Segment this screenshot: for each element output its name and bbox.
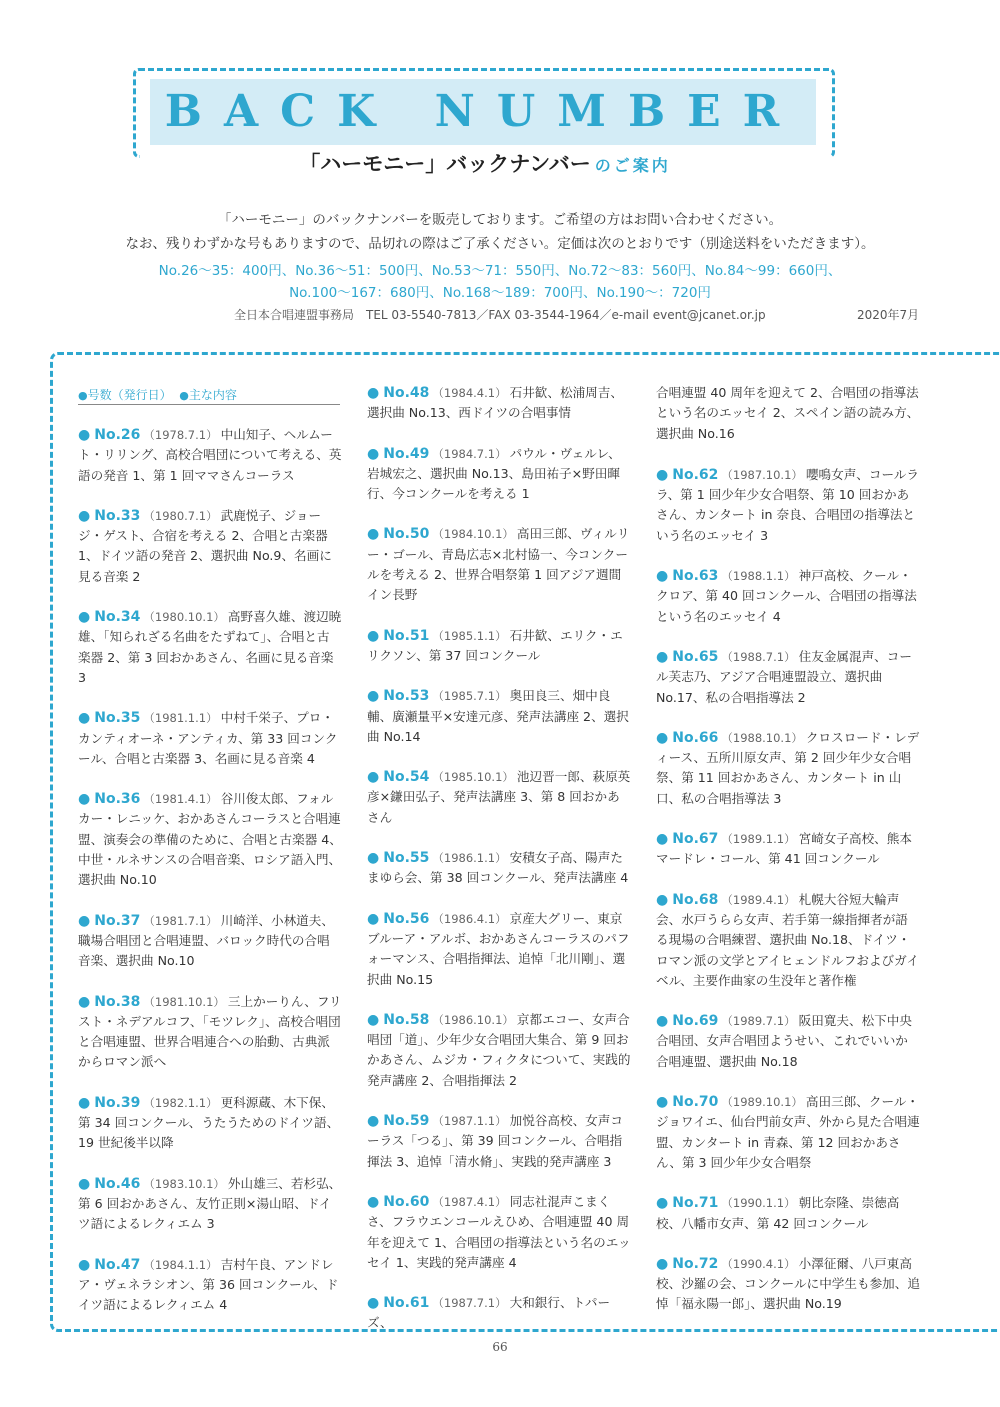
- issue-contents: 石井歓、松浦周吉、選択曲 No.13、西ドイツの合唱事情: [367, 385, 623, 421]
- issue-contents: 高野喜久雄、渡辺暁雄、「知られざる名曲をたずねて」、合唱と古楽器 2、第 3 回おかあさん、名画に見る音楽 3: [78, 609, 342, 685]
- subtitle-main: 「ハーモニー」バックナンバー: [299, 152, 591, 176]
- issue-date: （1985.10.1）: [432, 770, 514, 785]
- issue-number: No.50: [383, 526, 430, 543]
- issue-date: （1984.10.1）: [432, 527, 514, 542]
- issue-number: No.70: [672, 1094, 719, 1111]
- bullet-icon: ●: [656, 1195, 669, 1212]
- issue-date: （1980.7.1）: [143, 508, 218, 523]
- issue-entry: [367, 1192, 631, 1273]
- issue-number: No.67: [672, 831, 719, 848]
- issue-contents: 小澤征爾、八戸東高校、沙羅の会、コンクールに中学生も参加、追悼「福永陽一郎」、選択曲 No.19: [656, 1255, 920, 1312]
- issue-number: No.46: [94, 1175, 141, 1192]
- issue-entry: [78, 1255, 342, 1316]
- issue-number: No.60: [383, 1193, 430, 1210]
- issue-date: （1983.10.1）: [143, 1176, 225, 1191]
- issue-contents: 谷川俊太郎、フォルカー・レニッケ、おかあさんコーラスと合唱連盟、演奏会の準備のために、合唱と古楽器 4、中世・ルネサンスの合唱音楽、ロシア語入門、選択曲 No.10: [78, 791, 342, 888]
- issue-date: （1981.10.1）: [143, 994, 225, 1009]
- issue-entry: [78, 1093, 342, 1154]
- issue-contents: 三上かーりん、フリスト・ネデアルコフ、「モツレク」、高校合唱団と合唱連盟、世界合唱連合への胎動、古典派からロマン派へ: [78, 993, 342, 1070]
- issue-date: （1986.1.1）: [432, 851, 507, 866]
- issue-number: No.48: [383, 385, 430, 401]
- issue-contents: 宮崎女子高校、熊本マードレ・コール、第 41 回コンクール: [656, 831, 912, 867]
- issue-entry: [656, 1193, 920, 1234]
- issue-entry: [656, 1092, 920, 1173]
- bullet-icon: ●: [656, 1255, 669, 1272]
- issue-contents: 更科源蔵、木下保、第 34 回コンクール、うたうためのドイツ語、19 世紀後半以降: [78, 1094, 340, 1151]
- bullet-icon: ●: [656, 729, 669, 746]
- issue-entry: [367, 383, 631, 424]
- issue-number: No.56: [383, 910, 430, 927]
- intro-line-2: なお、残りわずかな号もありますので、品切れの際はご了承ください。定価は次のとおりです（別途送料をいただきます）。: [125, 236, 875, 252]
- bullet-icon: ●: [78, 507, 91, 524]
- issue-number: No.37: [94, 912, 141, 929]
- issue-entry: [367, 767, 631, 828]
- issue-number: No.36: [94, 791, 141, 808]
- issue-entry: [656, 566, 920, 627]
- issue-contents: 合唱連盟 40 周年を迎えて 2、合唱団の指導法という名のエッセイ 2、スペイン語の読み方、選択曲 No.16: [656, 385, 920, 441]
- price-line-2: No.100〜167：680円、No.168〜189：700円、No.190〜：720円: [289, 285, 711, 301]
- legend-content-label: 主な内容: [188, 388, 237, 402]
- issue-entry: [367, 909, 631, 990]
- issue-number: No.35: [94, 710, 141, 727]
- issue-date: （1988.10.1）: [721, 730, 803, 745]
- issue-contents: 朝比奈隆、崇徳高校、八幡市女声、第 42 回コンクール: [656, 1195, 900, 1231]
- issue-contents: 池辺晋一郎、萩原英彦×鎌田弘子、発声法講座 3、第 8 回おかあさん: [367, 769, 631, 825]
- issue-contents: 京産大グリー、東京ブルーア・アルボ、おかあさんコーラスのパフォーマンス、合唱指揮法、追悼「北川剛」、選択曲 No.15: [367, 910, 630, 987]
- bullet-icon: ●: [78, 791, 91, 808]
- issue-number: No.58: [383, 1011, 430, 1028]
- page-title: BACK NUMBER: [164, 86, 802, 137]
- issue-number: No.71: [672, 1195, 719, 1212]
- issue-contents: 川崎洋、小林道夫、職場合唱団と合唱連盟、バロック時代の合唱音楽、選択曲 No.10: [78, 912, 334, 969]
- issue-contents: 神戸高校、クール・クロア、第 40 回コンクール、合唱団の指導法という名のエッセイ 4: [656, 568, 917, 624]
- bullet-icon: ●: [78, 1094, 91, 1111]
- issue-entry: [78, 1174, 342, 1235]
- issue-entry: [367, 1293, 631, 1334]
- issue-date: （1985.1.1）: [432, 628, 507, 643]
- issue-date: （1989.4.1）: [721, 892, 796, 907]
- issue-number: No.54: [383, 769, 430, 786]
- bullet-icon: ●: [367, 850, 380, 867]
- issue-number: No.66: [672, 729, 719, 746]
- issue-entry: [367, 524, 631, 605]
- issue-date: （1988.1.1）: [721, 569, 796, 584]
- issue-entry: [78, 506, 342, 587]
- issue-entry: [367, 1010, 631, 1091]
- bullet-icon: ●: [78, 912, 91, 929]
- bullet-icon: ●: [656, 568, 669, 585]
- issue-entry: [367, 1111, 631, 1172]
- bullet-icon: ●: [367, 526, 380, 543]
- issue-number: No.63: [672, 568, 719, 585]
- issue-number: No.39: [94, 1094, 141, 1111]
- issue-entry: [656, 1254, 920, 1315]
- subtitle: [140, 148, 830, 178]
- bullet-icon: ●: [78, 1256, 91, 1273]
- legend: [78, 386, 340, 403]
- issue-entry: [78, 911, 342, 972]
- issue-contents: 嚶鳴女声、コールララ、第 1 回少年少女合唱祭、第 10 回おかあさん、カンタート in 奈良、合唱団の指導法という名のエッセイ 3: [656, 466, 919, 543]
- issue-entry: [656, 890, 920, 991]
- issue-date: （1981.7.1）: [143, 913, 218, 928]
- issue-number: No.62: [672, 466, 719, 483]
- issue-entry: [656, 829, 920, 870]
- issue-contents: 同志社混声こまくさ、フラウエンコールえひめ、合唱連盟 40 周年を迎えて 1、合唱団の指導法という名のエッセイ 1、実践的発声講座 4: [367, 1193, 631, 1270]
- issue-contents: 高田三郎、クール・ジョワイエ、仙台門前女声、外から見た合唱連盟、カンタート in 青森、第 12 回おかあさん、第 3 回少年少女合唱祭: [656, 1094, 920, 1170]
- issue-entry: [367, 444, 631, 505]
- bullet-icon: ●: [78, 609, 91, 626]
- legend-dot-icon: ●: [78, 389, 88, 402]
- issue-contents: 奥田良三、畑中良輔、廣瀬量平×安達元彦、発声法講座 2、選択曲 No.14: [367, 688, 629, 744]
- issue-date: （1989.7.1）: [721, 1014, 796, 1029]
- issue-entry: [78, 607, 342, 688]
- issue-number: No.59: [383, 1113, 430, 1130]
- issue-number: No.51: [383, 627, 430, 644]
- issue-date: 2020年7月: [857, 308, 920, 322]
- issue-date: （1990.4.1）: [721, 1256, 796, 1271]
- issue-entry: [367, 626, 631, 667]
- issue-date: （1981.1.1）: [143, 711, 218, 726]
- issue-number: No.26: [94, 427, 141, 443]
- bullet-icon: ●: [656, 648, 669, 665]
- issue-entry: [656, 383, 920, 444]
- issue-number: No.61: [383, 1295, 430, 1312]
- issue-contents: 中山知子、ヘルムート・リリング、高校合唱団について考える、英語の発音 1、第 1 回ママさんコーラス: [78, 427, 342, 483]
- issue-number: No.69: [672, 1013, 719, 1030]
- issue-number: No.55: [383, 850, 430, 867]
- page-number: 66: [492, 1340, 508, 1354]
- subtitle-accent: のご案内: [594, 156, 671, 175]
- issue-contents: クロスロード・レディース、五所川原女声、第 2 回少年少女合唱祭、第 11 回おかあさん、カンタート in 山口、私の合唱指導法 3: [656, 729, 920, 806]
- issue-contents: 吉村午良、アンドレア・ヴェネラシオン、第 36 回コンクール、ドイツ語によるレクィエム 4: [78, 1256, 339, 1313]
- bullet-icon: ●: [656, 831, 669, 848]
- issue-entry: [78, 992, 342, 1073]
- issue-contents: 安積女子高、陽声たまゆら会、第 38 回コンクール、発声法講座 4: [367, 850, 629, 886]
- issue-number: No.33: [94, 507, 141, 524]
- issue-contents: 加悦谷高校、女声コーラス「つる」、第 39 回コンクール、合唱指揮法 3、追悼「清水脩」、実践的発声講座 3: [367, 1113, 623, 1169]
- issue-contents: 石井歓、エリク・エリクソン、第 37 回コンクール: [367, 627, 623, 663]
- issue-entry: [656, 1011, 920, 1072]
- issue-entry: [656, 465, 920, 546]
- issue-date: （1986.4.1）: [432, 911, 507, 926]
- issue-number: No.49: [383, 445, 430, 462]
- issue-contents: 札幌大谷短大輪声会、水戸うらら女声、若手第一線指揮者が語る現場の合唱練習、選択曲 No.18、ドイツ・ロマン派の文学とアイヒェンドルフおよびガイベル、主要作曲家の生没年と著作権: [656, 891, 919, 988]
- issue-contents: 武鹿悦子、ジョージ・ゲスト、合宿を考える 2、合唱と古楽器 1、ドイツ語の発音 2、選択曲 No.9、名画に見る音楽 2: [78, 507, 332, 584]
- bullet-icon: ●: [367, 385, 380, 401]
- issue-column-2: [367, 383, 631, 1354]
- issue-date: （1987.7.1）: [432, 1296, 507, 1311]
- issue-date: （1981.4.1）: [143, 792, 218, 807]
- issue-date: （1987.4.1）: [432, 1194, 507, 1209]
- issue-date: （1982.1.1）: [143, 1095, 218, 1110]
- issue-date: （1989.1.1）: [721, 832, 796, 847]
- issue-date: （1989.10.1）: [721, 1095, 803, 1110]
- price-line-1: No.26〜35：400円、No.36〜51：500円、No.53〜71：550円、No.72〜83：560円、No.84〜99：660円、: [158, 263, 842, 279]
- issue-date: （1987.10.1）: [721, 467, 803, 482]
- legend-divider: [78, 404, 340, 405]
- bullet-icon: ●: [78, 710, 91, 727]
- issue-number: No.68: [672, 891, 719, 908]
- issue-date: （1978.7.1）: [143, 428, 218, 442]
- issue-entry: [367, 686, 631, 747]
- issue-date: （1984.7.1）: [432, 446, 507, 461]
- legend-issue-label: 号数（発行日）: [87, 388, 172, 402]
- bullet-icon: ●: [367, 445, 380, 462]
- legend-dot-icon: ●: [179, 389, 189, 402]
- bullet-icon: ●: [78, 1175, 91, 1192]
- issue-date: （1988.7.1）: [721, 649, 796, 664]
- issue-contents: 大和銀行、トパーズ、: [367, 1295, 611, 1331]
- bullet-icon: ●: [367, 1011, 380, 1028]
- bullet-icon: ●: [367, 1113, 380, 1130]
- issue-date: （1985.7.1）: [432, 689, 507, 704]
- issue-number: No.53: [383, 688, 430, 705]
- contact-info: 全日本合唱連盟事務局 TEL 03-5540-7813／FAX 03-3544-1964／e-mail event@jcanet.or.jp: [234, 308, 766, 322]
- issue-entry: [656, 728, 920, 809]
- issue-contents: 京都エコー、女声合唱団「道」、少年少女合唱団大集合、第 9 回おかあさん、ムジカ・フィクタについて、実践的発声講座 2、合唱指揮法 2: [367, 1011, 631, 1088]
- intro-line-1: 「ハーモニー」のバックナンバーを販売しております。ご希望の方はお問い合わせください。: [217, 212, 783, 228]
- issue-date: （1987.1.1）: [432, 1114, 507, 1129]
- bullet-icon: ●: [367, 627, 380, 644]
- issue-contents: 中村千栄子、プロ・カンティオーネ・アンティカ、第 33 回コンクール、合唱と古楽器 3、名画に見る音楽 4: [78, 710, 338, 766]
- bullet-icon: ●: [656, 1013, 669, 1030]
- issue-entry: [656, 647, 920, 708]
- bullet-icon: ●: [78, 993, 91, 1010]
- issue-date: （1980.10.1）: [143, 610, 225, 625]
- bullet-icon: ●: [367, 688, 380, 705]
- issue-number: No.65: [672, 648, 719, 665]
- bullet-icon: ●: [656, 891, 669, 908]
- bullet-icon: ●: [367, 910, 380, 927]
- issue-contents: パウル・ヴェルレ、岩城宏之、選択曲 No.13、島田祐子×野田暉行、今コンクールを考える 1: [367, 445, 621, 502]
- bullet-icon: ●: [367, 1295, 380, 1312]
- bullet-icon: ●: [656, 466, 669, 483]
- issue-entry: [78, 425, 342, 486]
- issue-date: （1986.10.1）: [432, 1012, 514, 1027]
- bullet-icon: ●: [78, 427, 91, 443]
- issue-entry: [78, 789, 342, 890]
- issue-date: （1984.1.1）: [143, 1257, 218, 1272]
- issue-column-1: [78, 425, 342, 1335]
- bullet-icon: ●: [367, 769, 380, 786]
- issue-number: No.34: [94, 609, 141, 626]
- issue-date: （1990.1.1）: [721, 1196, 796, 1211]
- issue-column-3: [656, 383, 920, 1335]
- issue-entry: [367, 848, 631, 889]
- issue-date: （1984.4.1）: [432, 386, 507, 400]
- bullet-icon: ●: [367, 1193, 380, 1210]
- issue-number: No.38: [94, 993, 141, 1010]
- issue-contents: 外山雄三、若杉弘、第 6 回おかあさん、友竹正則×湯山昭、ドイツ語によるレクィエム 3: [78, 1175, 342, 1232]
- issue-entry: [78, 708, 342, 769]
- issue-number: No.72: [672, 1255, 719, 1272]
- issue-contents: 阪田寛夫、松下中央合唱団、女声合唱団ようせい、これでいいか合唱連盟、選択曲 No.18: [656, 1013, 912, 1069]
- bullet-icon: ●: [656, 1094, 669, 1111]
- issue-number: No.47: [94, 1256, 141, 1273]
- issue-contents: 住友金属混声、コール芙志乃、アジア合唱連盟設立、選択曲 No.17、私の合唱指導法 2: [656, 648, 912, 705]
- issue-contents: 高田三郎、ヴィルリー・ゴール、青島広志×北村協一、今コンクールを考える 2、世界合唱祭第 1 回アジア週間イン長野: [367, 526, 630, 603]
